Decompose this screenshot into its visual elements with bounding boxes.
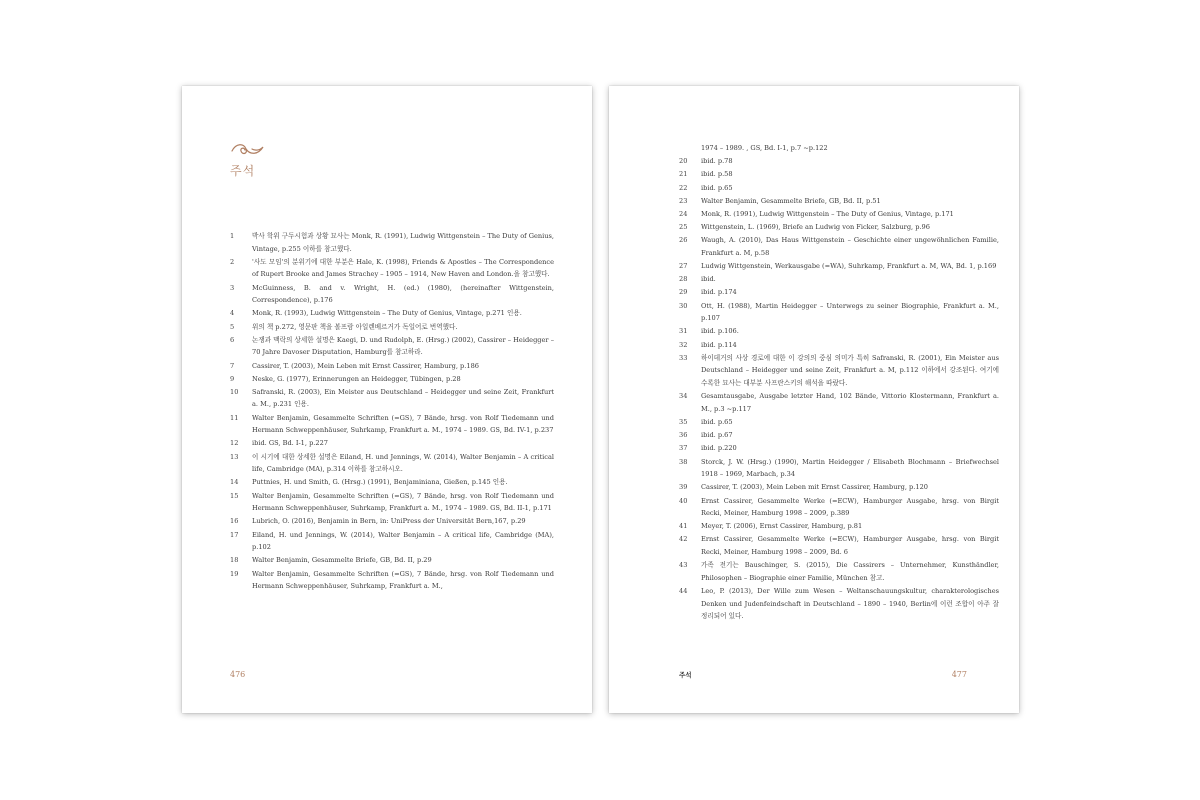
footnote xyxy=(230,437,554,450)
footnote xyxy=(679,585,999,623)
footnote-text: Ludwig Wittgenstein, Werkausgabe (=WA), Suhrkamp, Frankfurt a. M, WA, Bd. 1, p.169 xyxy=(701,262,997,271)
footnote-text: ibid. p.174 xyxy=(701,288,737,297)
footnote xyxy=(230,373,554,386)
footnote xyxy=(679,182,999,195)
footnote-number: 3 xyxy=(230,283,235,292)
footnote xyxy=(679,260,999,273)
footnote xyxy=(679,429,999,442)
footnote xyxy=(679,481,999,494)
footnote-text: Ernst Cassirer, Gesammelte Werke (=ECW), Hamburger Ausgabe, hrsg. von Birgit Recki, Meiner, Hamburg 1998 – 2009, p.389 xyxy=(701,496,999,518)
footnote xyxy=(230,490,554,515)
footnote-text: Walter Benjamin, Gesammelte Schriften (=GS), 7 Bände, hrsg. von Rolf Tiedemann und Hermann Schweppenhäuser, Suhrkamp, Frankfurt a. M., 1974 – 1989. GS, Bd. II-1, p.171 xyxy=(252,491,554,513)
footnote-text: 위의 책 p.272, 영문판 책을 볼프람 아일렌베르거가 독일어로 번역했다. xyxy=(252,322,458,331)
page-number-right: 477 xyxy=(951,670,967,679)
footnote-number: 26 xyxy=(679,236,688,245)
footnote xyxy=(230,230,554,255)
footnote xyxy=(230,282,554,307)
notes-list-right xyxy=(679,142,999,623)
footnote-number: 30 xyxy=(679,301,688,310)
footnote-text: Meyer, T. (2006), Ernst Cassirer, Hamburg, p.81 xyxy=(701,522,863,531)
footnote-number: 5 xyxy=(230,322,235,331)
footnote-text: ibid. p.65 xyxy=(701,417,733,426)
footnote-number: 16 xyxy=(230,517,239,526)
footnote-number: 39 xyxy=(679,483,688,492)
footnote-number: 29 xyxy=(679,288,688,297)
footnote-number: 36 xyxy=(679,431,688,440)
footnote xyxy=(679,286,999,299)
footnote-number: 11 xyxy=(230,413,239,422)
chapter-title: 주석 xyxy=(230,164,256,178)
footnote-text: Walter Benjamin, Gesammelte Schriften (=GS), 7 Bände, hrsg. von Rolf Tiedemann und Hermann Schweppenhäuser, Suhrkamp, Frankfurt a. M., xyxy=(252,569,554,591)
footnote-text: ibid. p.220 xyxy=(701,444,737,453)
footnote xyxy=(679,390,999,415)
footnote-text: '사도 모임'의 분위기에 대한 부분은 Hale, K. (1998), Friends & Apostles – The Correspondence of Rupert Brooke and James Strachey – 1905 – 1914, New Haven and London.을 참고했다. xyxy=(252,257,554,279)
footnote-text: Waugh, A. (2010), Das Haus Wittgenstein – Geschichte einer ungewöhnlichen Familie, Frankfurt a. M, p.58 xyxy=(701,236,999,257)
footnote-text: Neske, G. (1977), Erinnerungen an Heidegger, Tübingen, p.28 xyxy=(252,374,461,383)
page-number-left: 476 xyxy=(230,670,246,679)
footnote xyxy=(230,476,554,489)
footnote-number: 41 xyxy=(679,522,688,531)
footnote-number: 15 xyxy=(230,491,239,500)
footnote-number: 23 xyxy=(679,196,688,205)
footnote-number: 10 xyxy=(230,387,239,396)
footnote-text: 하이데거의 사상 경로에 대한 이 강의의 중심 의미가 특히 Safranski, R. (2001), Ein Meister aus Deutschland – Heidegger und seine Zeit, Frankfurt a. M, p.112 이하에서 강조된다. 여기에 수록한 묘사는 대부분 사프란스키의 해석을 따랐다. xyxy=(701,353,999,387)
footnote xyxy=(230,529,554,554)
footnote-text: Cassirer, T. (2003), Mein Leben mit Ernst Cassirer, Hamburg, p.120 xyxy=(701,483,928,492)
footnote-text: Safranski, R. (2003), Ein Meister aus Deutschland – Heidegger und seine Zeit, Frankfurt a. M., p.231 인용. xyxy=(252,387,554,409)
footnote-text: ibid. p.65 xyxy=(701,183,733,192)
footnote xyxy=(679,456,999,481)
footnote-text: ibid. p.67 xyxy=(701,431,733,440)
footnote-text: 논쟁과 맥락의 상세한 설명은 Kaegi, D. und Rudolph, E. (Hrsg.) (2002), Cassirer – Heidegger – 70 Jahre Davoser Disputation, Hamburg를 참고하라. xyxy=(252,335,554,357)
footnote-number: 6 xyxy=(230,335,235,344)
footnote xyxy=(679,533,999,558)
footnote xyxy=(679,155,999,168)
footnote-number: 14 xyxy=(230,478,239,487)
footnote xyxy=(679,442,999,455)
footnote-text: 박사 학위 구두시험과 상황 묘사는 Monk, R. (1991), Ludwig Wittgenstein – The Duty of Genius, Vintage, p.255 이하를 참고했다. xyxy=(252,232,554,253)
footnote-number: 38 xyxy=(679,457,688,466)
footnote-number: 27 xyxy=(679,262,688,271)
footnote-text: McGuinness, B. and v. Wright, H. (ed.) (1980), (hereinafter Wittgenstein, Correspondence), p.176 xyxy=(252,283,554,305)
footnote-text: Puttnies, H. und Smith, G. (Hrsg.) (1991), Benjaminiana, Gießen, p.145 인용. xyxy=(252,478,508,487)
footnote-text: Storck, J. W. (Hrsg.) (1990), Martin Heidegger / Elisabeth Blochmann – Briefwechsel 1918 – 1969, Marbach, p.34 xyxy=(701,457,999,479)
footnote-number: 44 xyxy=(679,587,688,596)
footnote xyxy=(230,334,554,359)
footnote-number: 28 xyxy=(679,275,688,284)
footnote-number: 40 xyxy=(679,496,688,505)
footnote xyxy=(679,168,999,181)
note-continuation-text: 1974 – 1989. , GS, Bd. I-1, p.7 ~p.122 xyxy=(701,144,828,152)
footnote xyxy=(230,256,554,281)
footnote-text: Walter Benjamin, Gesammelte Briefe, GB, Bd. II, p.29 xyxy=(252,556,432,565)
footnote xyxy=(679,352,999,390)
footnote-text: Ott, H. (1988), Martin Heidegger – Unterwegs zu seiner Biographie, Frankfurt a. M., p.107 xyxy=(701,301,999,323)
footnote-text: ibid. p.114 xyxy=(701,340,737,349)
left-page xyxy=(182,86,592,713)
footnote xyxy=(679,195,999,208)
footnote-text: ibid. GS, Bd. I-1, p.227 xyxy=(252,439,328,448)
footnote-text: Leo, P. (2013), Der Wille zum Wesen – Weltanschauungskultur, charakterologisches Denken und Judenfeindschaft in Deutschland – 1890 – 1940, Berlin에 이런 조합이 아주 잘 정리되어 있다. xyxy=(701,587,999,621)
footnote-number: 35 xyxy=(679,417,688,426)
footnote-number: 21 xyxy=(679,170,688,179)
footnote-text: ibid. p.78 xyxy=(701,157,733,166)
footnote-text: Walter Benjamin, Gesammelte Briefe, GB, Bd. II, p.51 xyxy=(701,196,881,205)
running-head: 주석 xyxy=(679,671,692,679)
footnote-text: 가족 전기는 Bauschinger, S. (2015), Die Cassirers – Unternehmer, Kunsthändler, Philosophen – Biographie einer Familie, München 참고. xyxy=(701,561,999,582)
footnote xyxy=(230,451,554,476)
footnote-text: ibid. xyxy=(701,275,716,284)
footnote xyxy=(679,234,999,259)
footnote xyxy=(679,325,999,338)
footnote xyxy=(230,412,554,437)
footnote-text: Cassirer, T. (2003), Mein Leben mit Ernst Cassirer, Hamburg, p.186 xyxy=(252,361,479,370)
footnote-number: 22 xyxy=(679,183,688,192)
footnote-text: 이 시기에 대한 상세한 설명은 Eiland, H. und Jennings, W. (2014), Walter Benjamin – A critical life, Cambridge (MA), p.314 이하를 참고하시오. xyxy=(252,452,554,474)
footnote xyxy=(230,321,554,334)
footnote xyxy=(230,307,554,320)
footnote xyxy=(230,360,554,373)
footnote-number: 25 xyxy=(679,223,688,232)
footnote-number: 4 xyxy=(230,309,235,318)
footnote xyxy=(230,568,554,593)
footnote-text: Monk, R. (1991), Ludwig Wittgenstein – The Duty of Genius, Vintage, p.171 xyxy=(701,209,954,218)
footnote-number: 17 xyxy=(230,530,239,539)
footnote-number: 43 xyxy=(679,561,688,570)
footnote xyxy=(679,339,999,352)
footnote-number: 19 xyxy=(230,569,239,578)
footnote-number: 18 xyxy=(230,556,239,565)
footnote-text: Gesamtausgabe, Ausgabe letzter Hand, 102 Bände, Vittorio Klostermann, Frankfurt a. M., p.3 ~p.117 xyxy=(701,392,999,413)
footnote-number: 12 xyxy=(230,439,239,448)
footnote xyxy=(679,416,999,429)
footnote-text: Ernst Cassirer, Gesammelte Werke (=ECW), Hamburger Ausgabe, hrsg. von Birgit Recki, Meiner, Hamburg 1998 – 2009, Bd. 6 xyxy=(701,535,999,557)
footnote-number: 13 xyxy=(230,452,239,461)
footnote xyxy=(230,386,554,411)
footnote xyxy=(679,208,999,221)
footnote-text: Monk, R. (1993), Ludwig Wittgenstein – The Duty of Genius, Vintage, p.271 인용. xyxy=(252,309,522,318)
footnote-number: 33 xyxy=(679,353,688,362)
footnote xyxy=(679,300,999,325)
footnote-number: 32 xyxy=(679,340,688,349)
note-continuation xyxy=(679,142,999,155)
footnote xyxy=(679,495,999,520)
footnote xyxy=(679,559,999,584)
footnote-text: ibid. p.106. xyxy=(701,327,739,336)
footnote-number: 34 xyxy=(679,392,688,401)
footnote-text: Wittgenstein, L. (1969), Briefe an Ludwig von Ficker, Salzburg, p.96 xyxy=(701,223,930,232)
swirl-ornament-icon xyxy=(230,140,266,158)
footnote xyxy=(679,273,999,286)
footnote-number: 9 xyxy=(230,374,235,383)
footnote-number: 20 xyxy=(679,157,688,166)
footnote-number: 2 xyxy=(230,257,235,266)
footnote-number: 24 xyxy=(679,209,688,218)
footnote-number: 1 xyxy=(230,232,235,240)
footnote-text: Walter Benjamin, Gesammelte Schriften (=GS), 7 Bände, hrsg. von Rolf Tiedemann und Hermann Schweppenhäuser, Suhrkamp, Frankfurt a. M., 1974 – 1989. GS, Bd. IV-1, p.237 xyxy=(252,413,554,435)
footnote-text: Eiland, H. und Jennings, W. (2014), Walter Benjamin – A critical life, Cambridge (MA), p.102 xyxy=(252,530,554,552)
notes-list-left xyxy=(230,230,554,593)
footnote-number: 31 xyxy=(679,327,688,336)
right-page xyxy=(609,86,1019,713)
footnote-text: ibid. p.58 xyxy=(701,170,733,179)
footnote xyxy=(230,515,554,528)
footnote xyxy=(679,221,999,234)
footnote xyxy=(679,520,999,533)
footnote-number: 7 xyxy=(230,361,235,370)
footnote-number: 37 xyxy=(679,444,688,453)
footnote-number: 42 xyxy=(679,535,688,544)
footnote-text: Lubrich, O. (2016), Benjamin in Bern, in: UniPress der Universität Bern,167, p.29 xyxy=(252,517,526,526)
footnote xyxy=(230,554,554,567)
